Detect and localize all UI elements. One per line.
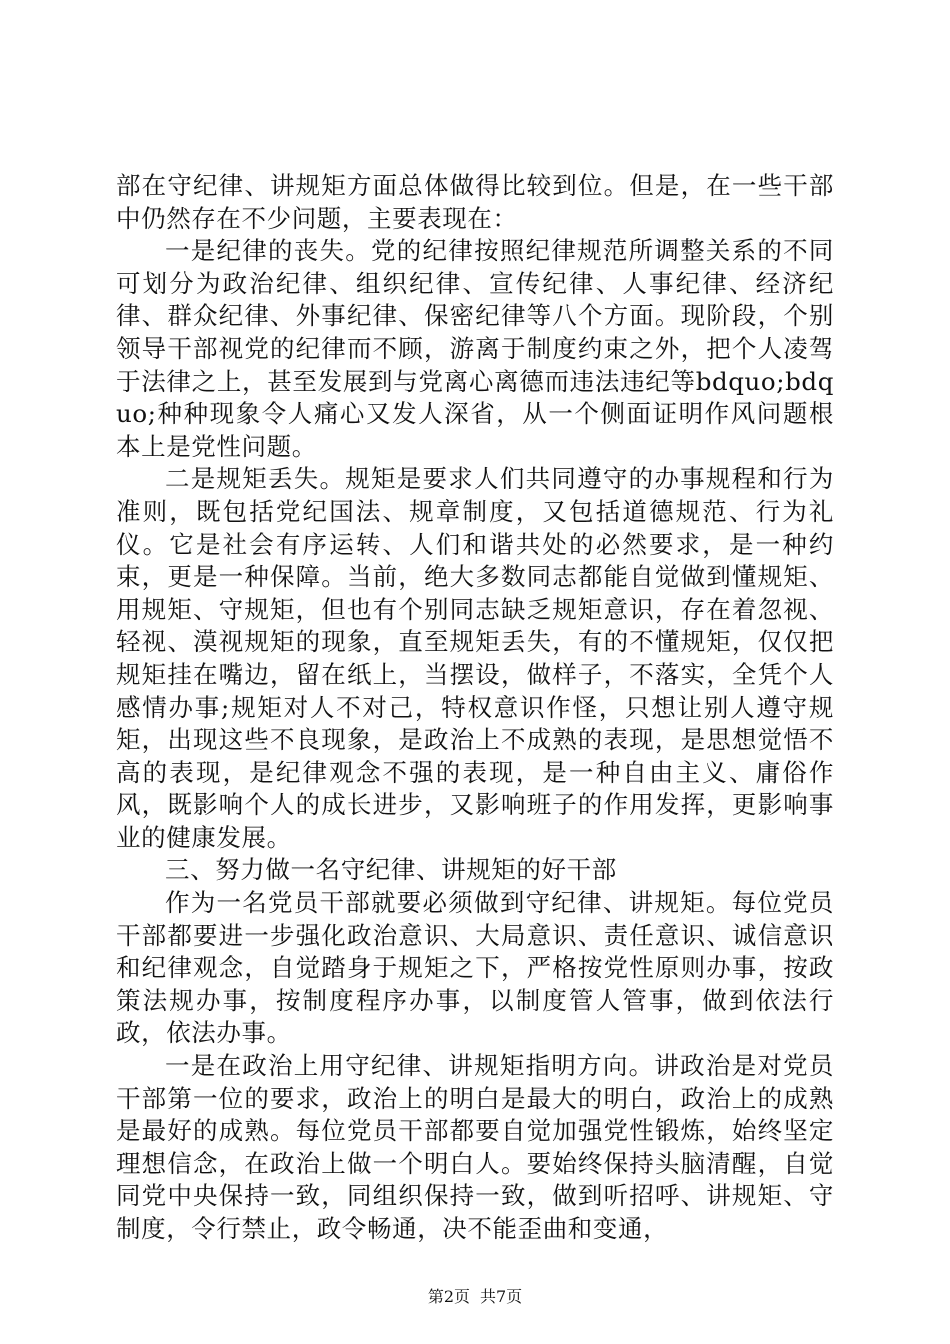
section-heading: 三、努力做一名守纪律、讲规矩的好干部 xyxy=(165,855,617,885)
page-footer xyxy=(0,1287,950,1307)
page-total: 共7页 xyxy=(480,1287,523,1306)
paragraph-discipline-loss: 一是纪律的丧失。党的纪律按照纪律规范所调整关系的不同可划分为政治纪律、组织纪律、宣传纪律、人事纪律、经济纪律、群众纪律、外事纪律、保密纪律等八个方面。现阶段，个别领导干部视党的纪律而不顾，游离于制度约束之外，把个人凌驾于法律之上，甚至发展到与党离心离德而违法违纪等bdquo;bdquo;种种现象令人痛心又发人深省，从一个侧面证明作风问题根本上是党性问题。 xyxy=(116,236,834,461)
paragraph-rules-loss: 二是规矩丢失。规矩是要求人们共同遵守的办事规程和行为准则，既包括党纪国法、规章制度，又包括道德规范、行为礼仪。它是社会有序运转、人们和谐共处的必然要求，是一种约束，更是一种保障。当前，绝大多数同志都能自觉做到懂规矩、用规矩、守规矩，但也有个别同志缺乏规矩意识，存在着忽视、轻视、漠视规矩的现象，直至规矩丢失，有的不懂规矩，仅仅把规矩挂在嘴边，留在纸上，当摆设，做样子，不落实，全凭个人感情办事;规矩对人不对己，特权意识作怪，只想让别人遵守规矩，出现这些不良现象，是政治上不成熟的表现，是思想觉悟不高的表现，是纪律观念不强的表现，是一种自由主义、庸俗作风，既影响个人的成长进步，又影响班子的作用发挥，更影响事业的健康发展。 xyxy=(116,464,834,852)
paragraph-party-cadre: 作为一名党员干部就要必须做到守纪律、讲规矩。每位党员干部都要进一步强化政治意识、大局意识、责任意识、诚信意识和纪律观念，自觉踏身于规矩之下，严格按党性原则办事，按政策法规办事，按制度程序办事，以制度管人管事，做到依法行政，依法办事。 xyxy=(116,888,834,1048)
page-number: 第2页 xyxy=(427,1287,470,1306)
paragraph-continuation: 部在守纪律、讲规矩方面总体做得比较到位。但是，在一些干部中仍然存在不少问题，主要表现在： xyxy=(116,171,834,233)
document-body xyxy=(116,170,834,1246)
paragraph-political-direction: 一是在政治上用守纪律、讲规矩指明方向。讲政治是对党员干部第一位的要求，政治上的明白是最大的明白，政治上的成熟是最好的成熟。每位党员干部都要自觉加强党性锻炼，始终坚定理想信念，在政治上做一个明白人。要始终保持头脑清醒，自觉同党中央保持一致，同组织保持一致，做到听招呼、讲规矩、守制度，令行禁止，政令畅通，决不能歪曲和变通， xyxy=(116,1051,834,1243)
